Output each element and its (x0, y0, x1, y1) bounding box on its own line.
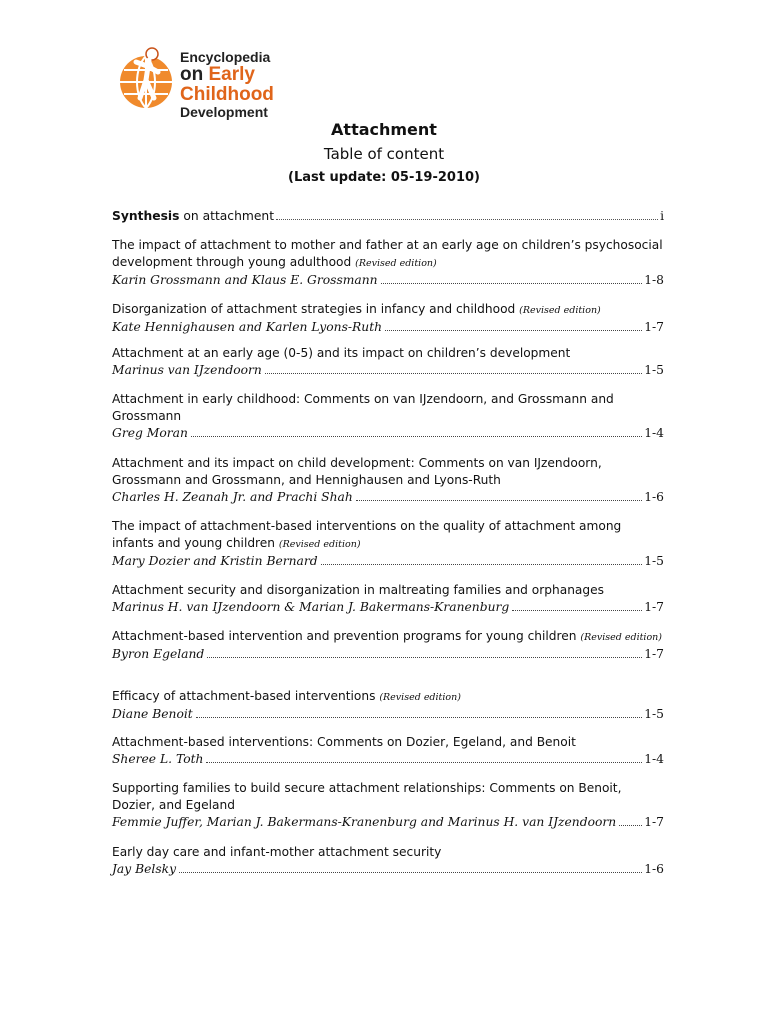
toc-entry[interactable] (112, 628, 664, 663)
entry-author-line (112, 362, 664, 379)
leader-dots (206, 762, 642, 763)
synthesis-rest: on attachment (179, 209, 275, 223)
entry-page: 1-7 (644, 320, 664, 334)
synthesis-bold: Synthesis (112, 209, 180, 223)
leader-dots (207, 657, 642, 658)
entry-author-line (112, 319, 664, 336)
entry-title (112, 734, 664, 751)
revised-edition-note: (Revised edition) (278, 539, 361, 550)
entry-author-line (112, 646, 664, 663)
toc-entry[interactable] (112, 237, 664, 289)
entry-title (112, 844, 664, 861)
logo-line2 (180, 65, 326, 105)
entry-page: 1-5 (644, 707, 664, 721)
entry-author-line (112, 272, 664, 289)
entry-author: Diane Benoit (112, 707, 193, 721)
synthesis-title (112, 208, 274, 225)
entry-page: 1-5 (644, 363, 664, 377)
entry-author: Sheree L. Toth (112, 752, 204, 766)
entry-title (112, 628, 664, 646)
entry-title (112, 345, 664, 362)
revised-edition-note: (Revised edition) (580, 632, 663, 643)
leader-dots (191, 436, 642, 437)
entry-author-line (112, 861, 664, 878)
entry-author-line (112, 706, 664, 723)
leader-dots (356, 500, 642, 501)
entry-title (112, 780, 664, 814)
leader-dots (179, 872, 642, 873)
toc-entry[interactable] (112, 688, 664, 723)
entry-title-text: Attachment-based interventions: Comments on Dozier, Egeland, and Benoit (112, 735, 576, 749)
entry-page: 1-6 (644, 862, 664, 876)
entry-author: Karin Grossmann and Klaus E. Grossmann (112, 273, 378, 287)
entry-author: Charles H. Zeanah Jr. and Prachi Shah (112, 490, 353, 504)
entry-author: Femmie Juffer, Marian J. Bakermans-Kranenburg and Marinus H. van IJzendoorn (112, 815, 617, 829)
entry-page: 1-6 (644, 490, 664, 504)
toc-entry[interactable] (112, 780, 664, 831)
toc-entry[interactable] (112, 345, 664, 379)
entry-author-line (112, 751, 664, 768)
globe-child-icon (116, 44, 178, 116)
logo-text (180, 50, 326, 119)
logo-line2-prefix: on (180, 63, 209, 85)
entry-author-line (112, 599, 664, 616)
entry-author: Marinus van IJzendoorn (112, 363, 262, 377)
entry-title-text: Efficacy of attachment-based interventions (112, 689, 376, 703)
entry-title-text: Attachment at an early age (0-5) and its impact on children’s development (112, 346, 571, 360)
toc-entry[interactable] (112, 518, 664, 570)
entry-page: 1-7 (644, 815, 664, 829)
entry-title-text: Supporting families to build secure attachment relationships: Comments on Benoit, Dozier, and Egeland (112, 781, 622, 812)
toc-entry[interactable] (112, 301, 664, 336)
entry-author-line (112, 553, 664, 570)
entry-author: Marinus H. van IJzendoorn & Marian J. Bakermans-Kranenburg (112, 600, 510, 614)
logo-line1: Encyclopedia (180, 49, 271, 65)
entry-author: Greg Moran (112, 426, 188, 440)
encyclopedia-logo (116, 44, 326, 120)
entry-title (112, 391, 664, 425)
entry-title (112, 688, 664, 706)
entry-author-line (112, 814, 664, 831)
entry-title (112, 301, 664, 319)
entry-author: Byron Egeland (112, 647, 205, 661)
toc-entry[interactable] (112, 455, 664, 506)
leader-dots (265, 373, 642, 374)
entry-page: 1-4 (644, 426, 664, 440)
revised-edition-note: (Revised edition) (379, 692, 461, 703)
entry-author-line (112, 489, 664, 506)
leader-dots (321, 564, 643, 565)
entry-page: 1-5 (644, 554, 664, 568)
entry-page: 1-8 (644, 273, 664, 287)
entry-page: 1-7 (644, 647, 664, 661)
entry-title-text: Attachment-based intervention and prevention programs for young children (112, 629, 577, 643)
leader-dots (196, 717, 642, 718)
synthesis-page: i (660, 209, 664, 223)
logo-line3: Development (180, 103, 268, 120)
entry-author: Kate Hennighausen and Karlen Lyons-Ruth (112, 320, 383, 334)
page-subtitle: Table of content (323, 145, 445, 163)
synthesis-line (112, 208, 664, 225)
toc-entry[interactable] (112, 582, 664, 616)
entry-title-text: Early day care and infant-mother attachment security (112, 845, 442, 859)
entry-page: 1-7 (644, 600, 664, 614)
entry-title-text: Attachment security and disorganization in maltreating families and orphanages (112, 583, 604, 597)
entry-author: Mary Dozier and Kristin Bernard (112, 554, 318, 568)
toc-entry[interactable] (112, 734, 664, 768)
entry-title-text: The impact of attachment-based interventions on the quality of attachment among infants and young children (112, 519, 622, 550)
entry-title (112, 582, 664, 599)
entry-title-text: Attachment and its impact on child development: Comments on van IJzendoorn, Grossmann and Grossmann, and Hennighausen and Lyons-Ruth (112, 456, 602, 487)
toc-entry[interactable] (112, 391, 664, 442)
entry-author: Jay Belsky (112, 862, 177, 876)
last-update: (Last update: 05-19-2010) (288, 170, 480, 185)
entry-title (112, 237, 664, 272)
entry-page: 1-4 (644, 752, 664, 766)
entry-title (112, 455, 664, 489)
leader-dots (385, 330, 642, 331)
page-title: Attachment (331, 120, 437, 139)
leader-dots (276, 218, 658, 220)
entry-author-line (112, 425, 664, 442)
entry-title-text: The impact of attachment to mother and father at an early age on children’s psychosocial development through young adulthood (112, 238, 663, 269)
entry-title (112, 518, 664, 553)
logo-brand: Early Childhood (180, 63, 274, 105)
leader-dots (381, 283, 643, 284)
toc-entry[interactable] (112, 844, 664, 878)
entry-title-text: Disorganization of attachment strategies in infancy and childhood (112, 302, 516, 316)
entry-title-text: Attachment in early childhood: Comments on van IJzendoorn, and Grossmann and Grossmann (112, 392, 614, 423)
leader-dots (512, 610, 642, 611)
toc-synthesis[interactable] (112, 208, 664, 225)
revised-edition-note: (Revised edition) (355, 258, 437, 269)
revised-edition-note: (Revised edition) (519, 305, 601, 316)
leader-dots (619, 825, 642, 826)
